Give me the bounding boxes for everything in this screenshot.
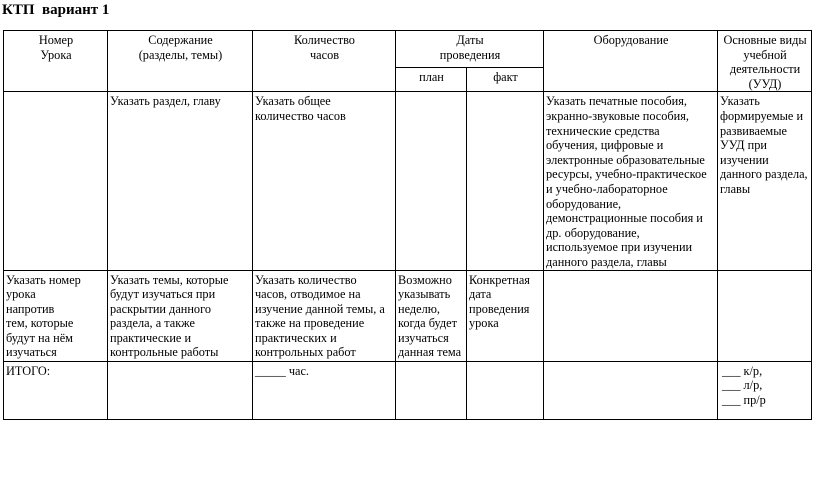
header-plan: план bbox=[396, 68, 467, 92]
lesson-content: Указать темы, которые будут изучаться при раскрытии данного раздела, а также практические и контрольные работы bbox=[108, 270, 253, 361]
section-activities: Указать формируемые и развиваемые УУД при изучении данного раздела, главы bbox=[718, 92, 812, 270]
header-activities: Основные виды учебной деятельности (УУД) bbox=[718, 31, 812, 92]
total-activities: ___ к/р, ___ л/р, ___ пр/р bbox=[718, 361, 812, 419]
section-content: Указать раздел, главу bbox=[108, 92, 253, 270]
header-lesson-number: Номер Урока bbox=[4, 31, 108, 92]
lesson-hours: Указать количество часов, отводимое на изучение данной темы, а также на проведение практических и контрольных работ bbox=[253, 270, 396, 361]
section-plan bbox=[396, 92, 467, 270]
header-row bbox=[4, 31, 812, 68]
total-content bbox=[108, 361, 253, 419]
section-row bbox=[4, 92, 812, 270]
header-fact: факт bbox=[467, 68, 544, 92]
section-lesson-number bbox=[4, 92, 108, 270]
header-equipment: Оборудование bbox=[544, 31, 718, 92]
total-hours: _____ час. bbox=[253, 361, 396, 419]
lesson-row bbox=[4, 270, 812, 361]
total-equipment bbox=[544, 361, 718, 419]
lesson-equipment bbox=[544, 270, 718, 361]
header-hours: Количество часов bbox=[253, 31, 396, 92]
total-plan bbox=[396, 361, 467, 419]
total-row bbox=[4, 361, 812, 419]
lesson-number: Указать номер урока напротив тем, которые будут на нём изучаться bbox=[4, 270, 108, 361]
document-title: КТП вариант 1 bbox=[2, 2, 110, 18]
lesson-fact: Конкретная дата проведения урока bbox=[467, 270, 544, 361]
section-equipment: Указать печатные пособия, экранно-звуковые пособия, технические средства обучения, цифровые и электронные образовательные ресурсы, учебно-практическое и учебно-лабораторное оборудование, демонстрационные пособия и др. оборудование, используемое при изучении данного раздела, главы bbox=[544, 92, 718, 270]
total-fact bbox=[467, 361, 544, 419]
lesson-activities bbox=[718, 270, 812, 361]
total-label: ИТОГО: bbox=[4, 361, 108, 419]
section-fact bbox=[467, 92, 544, 270]
section-hours: Указать общее количество часов bbox=[253, 92, 396, 270]
header-content: Содержание (разделы, темы) bbox=[108, 31, 253, 92]
ktp-table bbox=[3, 30, 812, 420]
header-dates: Даты проведения bbox=[396, 31, 544, 68]
lesson-plan: Возможно указывать неделю, когда будет изучаться данная тема bbox=[396, 270, 467, 361]
